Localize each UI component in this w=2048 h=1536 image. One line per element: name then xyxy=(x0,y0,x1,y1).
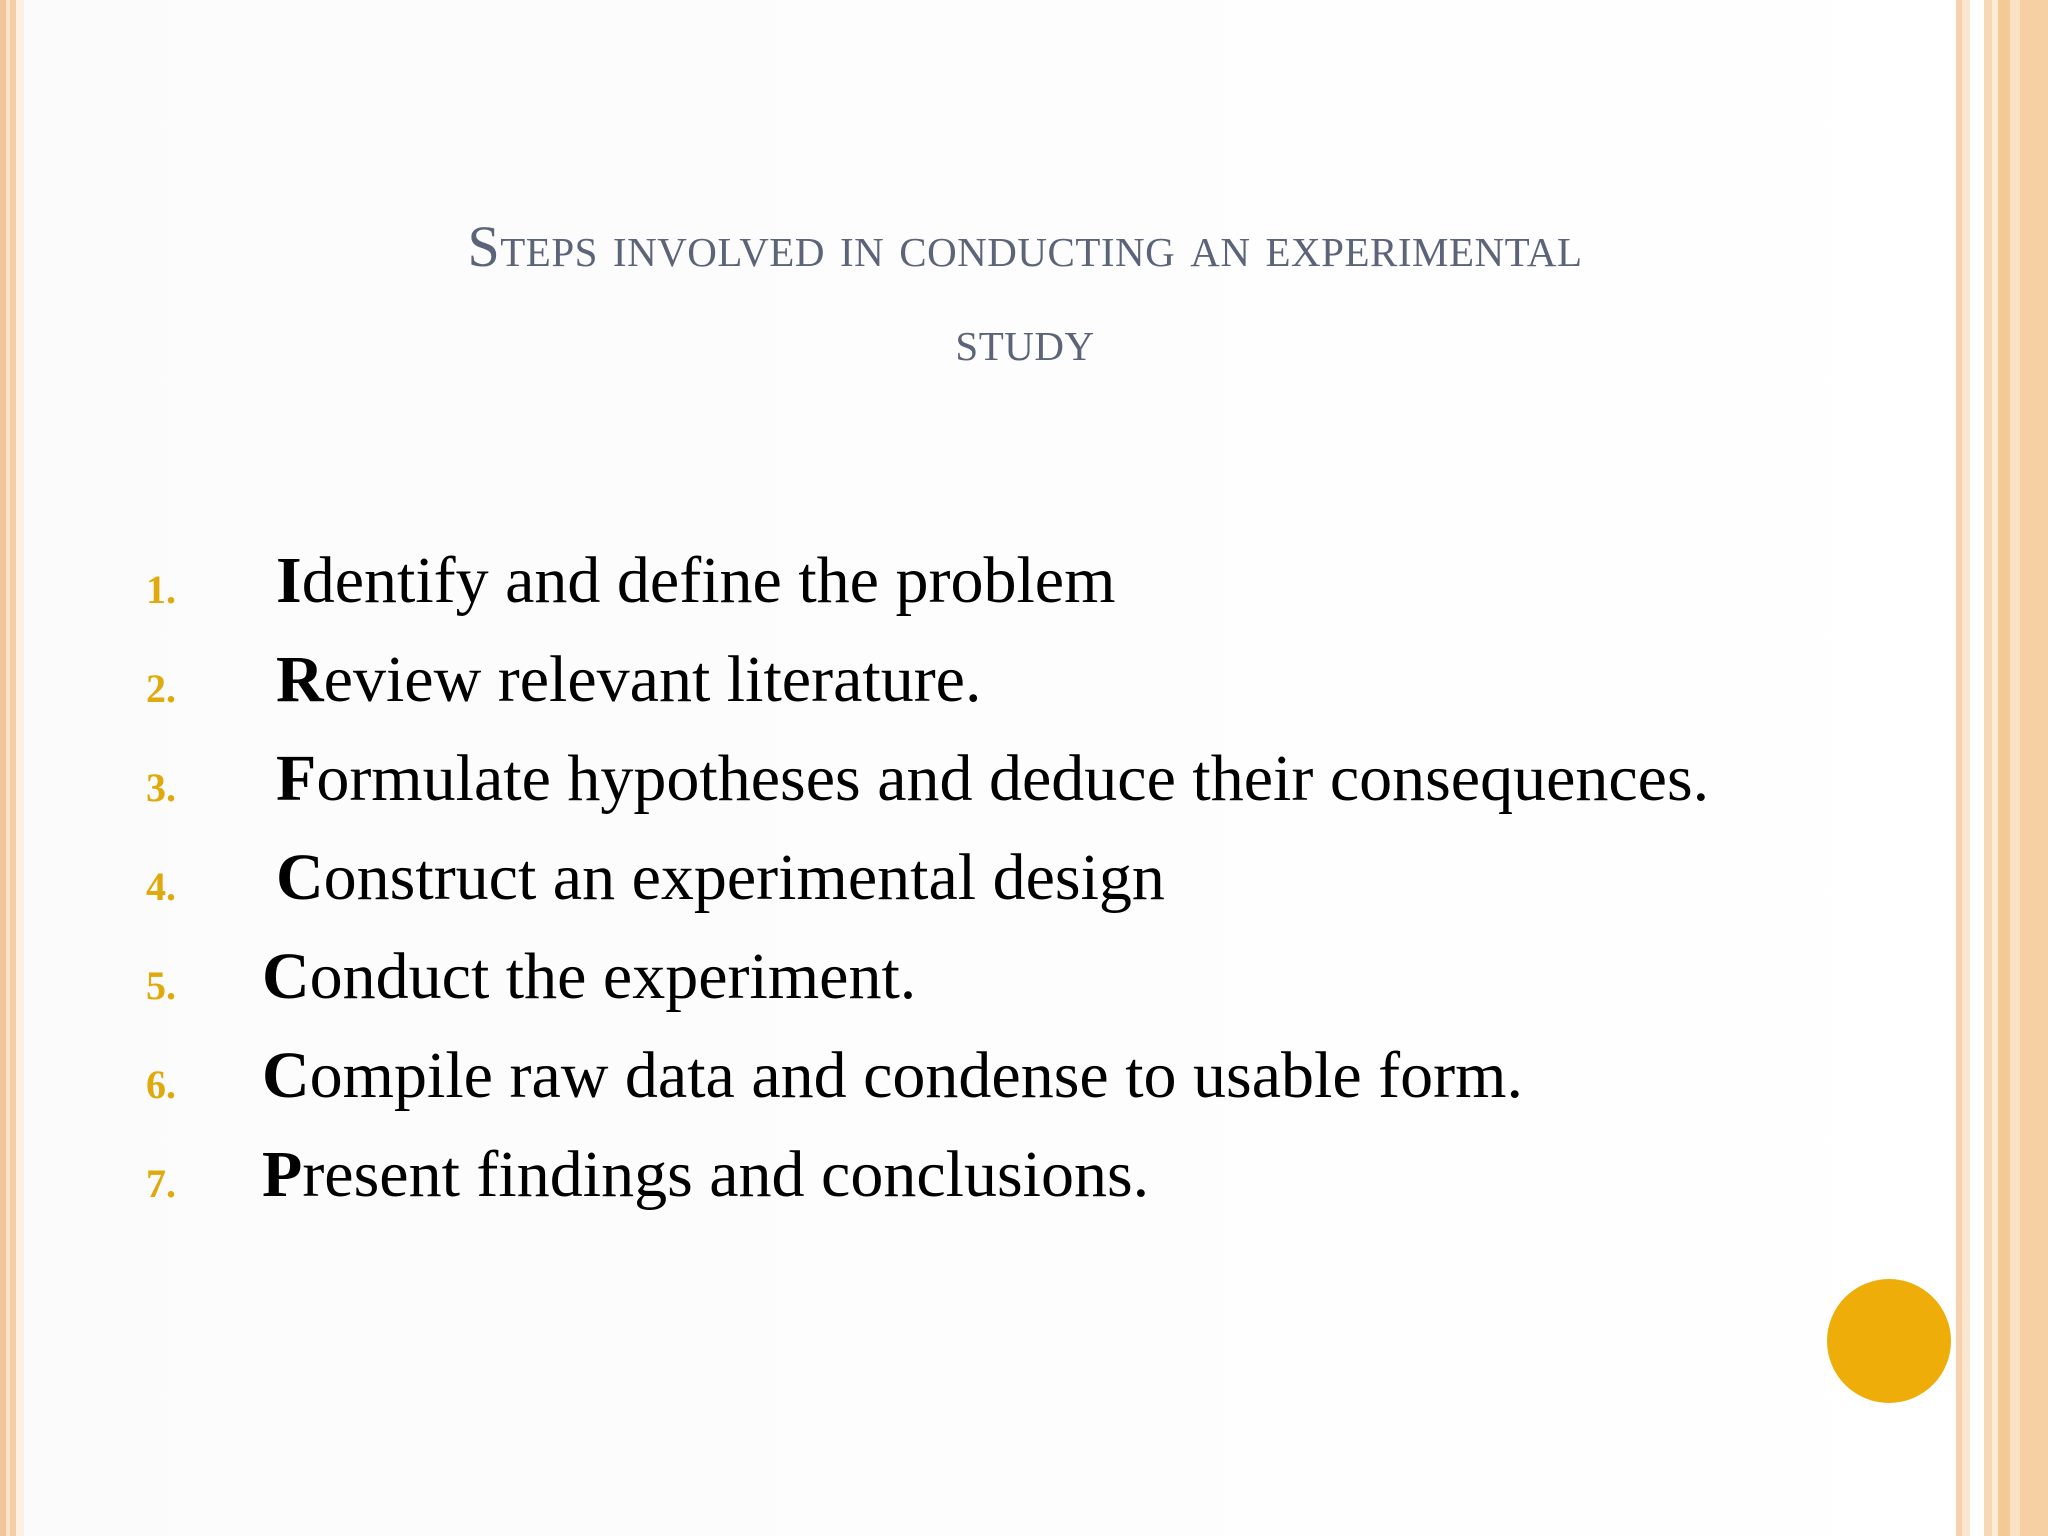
step-text xyxy=(276,635,981,725)
step-text xyxy=(276,833,1165,923)
step-item xyxy=(140,734,1840,833)
step-rest: onduct the experiment. xyxy=(309,940,917,1013)
step-number: 6. xyxy=(146,1062,176,1107)
step-initial: C xyxy=(276,841,324,914)
step-text xyxy=(262,932,916,1022)
step-rest: onstruct an experimental design xyxy=(323,841,1165,914)
step-initial: C xyxy=(262,1039,310,1112)
step-number: 2. xyxy=(146,666,176,711)
step-item xyxy=(140,536,1840,635)
right-border-stripe xyxy=(2010,0,2020,1536)
step-initial: P xyxy=(262,1138,303,1211)
right-border-stripe xyxy=(2020,0,2048,1536)
steps-list xyxy=(140,536,1840,1229)
step-number: 3. xyxy=(146,765,176,810)
right-border-stripe xyxy=(1970,0,1984,1536)
step-number: 5. xyxy=(146,963,176,1008)
right-border-stripe xyxy=(1998,0,2010,1536)
step-initial: F xyxy=(276,742,317,815)
step-rest: resent findings and conclusions. xyxy=(302,1138,1150,1211)
step-initial: I xyxy=(276,544,302,617)
slide-title-line: study xyxy=(955,308,1095,373)
step-initial: C xyxy=(262,940,310,1013)
step-initial: R xyxy=(276,643,324,716)
step-item xyxy=(140,635,1840,734)
left-border-stripe xyxy=(16,0,24,1536)
step-item xyxy=(140,1130,1840,1229)
right-border-stripe xyxy=(1984,0,1992,1536)
slide-title xyxy=(190,200,1860,388)
step-item xyxy=(140,1031,1840,1130)
step-rest: ormulate hypotheses and deduce their consequences. xyxy=(316,742,1710,815)
step-text xyxy=(276,734,1709,824)
decorative-orange-circle xyxy=(1827,1279,1951,1403)
step-item xyxy=(140,932,1840,1031)
step-text xyxy=(262,1031,1523,1121)
step-rest: ompile raw data and condense to usable form. xyxy=(309,1039,1523,1112)
step-item xyxy=(140,833,1840,932)
step-number: 4. xyxy=(146,864,176,909)
step-rest: dentify and define the problem xyxy=(301,544,1116,617)
slide-title-line: Steps involved in conducting an experimental xyxy=(467,214,1583,279)
step-text xyxy=(276,536,1115,626)
step-number: 1. xyxy=(146,567,176,612)
right-border-stripe xyxy=(1962,0,1970,1536)
step-text xyxy=(262,1130,1149,1220)
step-rest: eview relevant literature. xyxy=(323,643,982,716)
step-number: 7. xyxy=(146,1161,176,1206)
